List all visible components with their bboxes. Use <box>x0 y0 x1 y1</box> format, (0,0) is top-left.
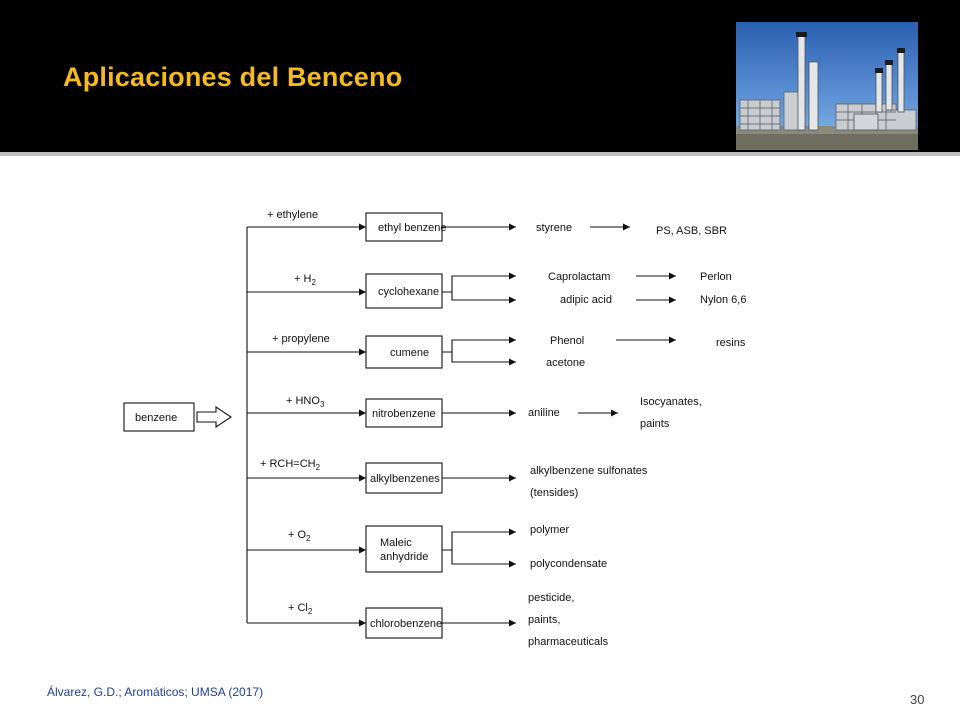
product-pesticide: pesticide, <box>528 592 575 604</box>
intermediate-cyclohexane: cyclohexane <box>378 286 440 298</box>
arrow-to-phenol <box>442 340 516 352</box>
product-isocyanates: Isocyanates, <box>640 396 702 408</box>
product-sulfonates: alkylbenzene sulfonates <box>530 465 648 477</box>
reagent-o2: + $O_2$ <box>288 529 311 543</box>
product-styrene: styrene <box>536 222 573 234</box>
product-aniline: aniline <box>528 407 560 419</box>
product-phenol: Phenol <box>550 335 585 347</box>
arrow-to-adipic <box>452 292 516 300</box>
product-resins: resins <box>716 337 746 349</box>
slide-title: Aplicaciones del Benceno <box>63 62 403 92</box>
product-paints-cl: paints, <box>528 614 561 626</box>
product-polymer: polymer <box>530 524 570 536</box>
arrow-to-caprolactam <box>442 276 516 292</box>
reagent-ethylene: + ethylene <box>267 209 319 221</box>
product-nylon: Nylon 6,6 <box>700 294 747 306</box>
product-acetone: acetone <box>546 357 586 369</box>
intermediate-nitrobenzene: nitrobenzene <box>372 408 436 420</box>
product-caprolactam: Caprolactam <box>548 271 611 283</box>
reagent-rch-ch2: + $RCH=CH_2$ <box>260 458 321 472</box>
intermediate-chlorobenzene: chlorobenzene <box>370 618 443 630</box>
reagent-propylene: + propylene <box>272 333 330 345</box>
product-adipic-acid: adipic acid <box>560 294 612 306</box>
product-polycondensate: polycondensate <box>530 558 608 570</box>
product-ps-asb-sbr: PS, ASB, SBR <box>656 225 727 237</box>
reagent-cl2: + $Cl_2$ <box>288 602 313 616</box>
product-paints: paints <box>640 418 670 430</box>
benzene-main-arrow <box>197 407 231 427</box>
intermediate-anhydride: anhydride <box>380 551 429 563</box>
reagent-h2: + $H_2$ <box>294 273 316 287</box>
arrow-to-acetone <box>452 352 516 362</box>
source-citation: Álvarez, G.D.; Aromáticos; UMSA (2017) <box>47 685 264 699</box>
page-number: 30 <box>910 692 925 707</box>
arrow-to-polymer <box>442 532 516 550</box>
product-pharmaceuticals: pharmaceuticals <box>528 636 609 648</box>
benzene-label: benzene <box>135 412 178 424</box>
intermediate-alkylbenzenes: alkylbenzenes <box>370 473 440 485</box>
arrow-to-polycondensate <box>452 550 516 564</box>
product-perlon: Perlon <box>700 271 732 283</box>
intermediate-cumene: cumene <box>390 347 430 359</box>
maleic-box <box>366 526 442 572</box>
intermediate-ethylbenzene: ethyl benzene <box>378 222 447 234</box>
intermediate-maleic: Maleic <box>380 537 412 549</box>
product-tensides: (tensides) <box>530 487 579 499</box>
reagent-hno3: + $HNO_3$ <box>286 395 325 409</box>
